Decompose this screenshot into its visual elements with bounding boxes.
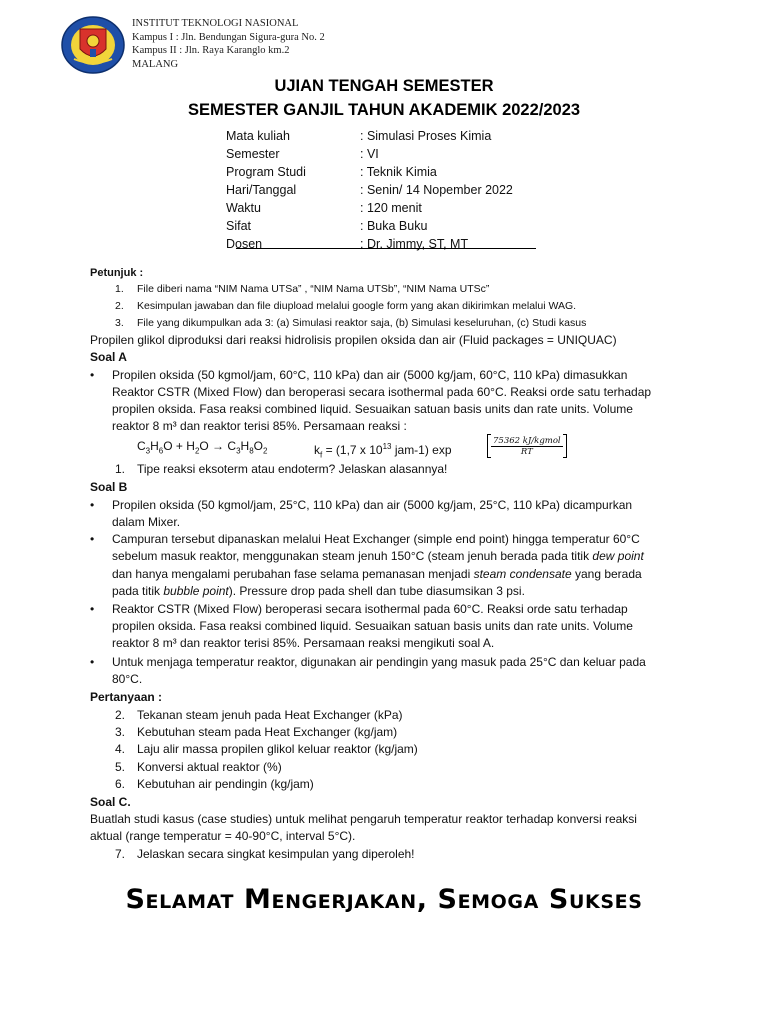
eq-part: H: [240, 439, 250, 453]
petunjuk-text: Kesimpulan jawaban dan file diupload melalui google form yang akan dikirimkan melalui WAG.: [137, 300, 577, 312]
fraction: [491, 436, 563, 457]
info-label: Semester: [226, 147, 280, 161]
soal-b-text: Campuran tersebut dipanaskan melalui Heat Exchanger (simple end point) hingga temperatur 60°C: [112, 532, 640, 546]
bullet-icon: •: [90, 368, 95, 382]
pertanyaan-label: Pertanyaan :: [90, 690, 163, 704]
info-label: Waktu: [226, 201, 261, 215]
question-number: 2.: [115, 708, 126, 722]
info-value: : Buka Buku: [360, 219, 428, 233]
text-italic: steam condensate: [473, 567, 572, 581]
eq-part: C: [137, 439, 146, 453]
city: MALANG: [132, 58, 179, 70]
eq-sub: 6: [158, 446, 164, 456]
soal-b-text: [112, 566, 642, 583]
petunjuk-number: 2.: [115, 300, 124, 312]
soal-a-label: Soal A: [90, 350, 127, 364]
info-value: : Senin/ 14 Nopember 2022: [360, 183, 513, 197]
soal-c-label: Soal C.: [90, 795, 131, 809]
exponent-fraction: [487, 434, 567, 458]
question-text: Kebutuhan air pendingin (kg/jam): [137, 777, 314, 791]
eq-sub: f: [320, 450, 323, 460]
exam-title: UJIAN TENGAH SEMESTER: [274, 77, 494, 95]
soal-b-text: Untuk menjaga temperatur reaktor, digunakan air pendingin yang masuk pada 25°C dan keluar pada: [112, 655, 646, 669]
soal-b-text: [112, 583, 525, 600]
question-number: 6.: [115, 777, 126, 791]
eq-sub: 3: [145, 446, 151, 456]
bullet-icon: •: [90, 655, 95, 669]
soal-c-text: aktual (range temperatur = 40-90°C, interval 5°C).: [90, 829, 356, 843]
text-part: pada titik: [112, 584, 164, 598]
text-part: dan hanya mengalami perubahan fase selama pemanasan menjadi: [112, 567, 474, 581]
bullet-icon: •: [90, 602, 95, 616]
bracket-right: [563, 434, 567, 458]
info-label: Program Studi: [226, 165, 306, 179]
eq-part: k: [314, 443, 320, 457]
text-part: sebelum masuk reaktor, menggunakan steam jenuh 150°C (steam jenuh berada pada titik: [112, 549, 593, 563]
itn-malang-logo-icon: [60, 15, 126, 75]
text-part: ). Pressure drop pada shell dan tube diasumsikan 3 psi.: [228, 584, 525, 598]
petunjuk-number: 1.: [115, 283, 124, 295]
question-text: Laju alir massa propilen glikol keluar reaktor (kg/jam): [137, 742, 418, 756]
info-label: Dosen: [226, 237, 263, 251]
info-value: : Teknik Kimia: [360, 165, 437, 179]
soal-a-text: propilen oksida. Fasa reaksi combined liquid. Sesuaikan satuan basis units dan rate units. Volume: [112, 402, 633, 416]
text-italic: dew point: [592, 549, 644, 563]
question-text: Kebutuhan steam pada Heat Exchanger (kg/jam): [137, 725, 398, 739]
soal-b-text: Propilen oksida (50 kgmol/jam, 25°C, 110 kPa) dan air (5000 kg/jam, 25°C, 110 kPa) dicampurkan: [112, 498, 633, 512]
soal-a-text: Propilen oksida (50 kgmol/jam, 60°C, 110 kPa) dan air (5000 kg/jam, 60°C, 110 kPa) dimasukkan: [112, 368, 628, 382]
rate-constant-equation: [314, 438, 452, 464]
campus-2-address: Kampus II : Jln. Raya Karanglo km.2: [132, 45, 290, 57]
info-value: : Dr. Jimmy, ST, MT: [360, 237, 469, 251]
soal-c-text: Buatlah studi kasus (case studies) untuk melihat pengaruh temperatur reaktor terhadap konversi reaksi: [90, 812, 637, 826]
info-label: Hari/Tanggal: [226, 183, 297, 197]
question-number: 3.: [115, 725, 126, 739]
eq-part: H: [150, 439, 159, 453]
question-number: 5.: [115, 760, 126, 774]
soal-a-text: Reaktor CSTR (Mixed Flow) dan beroperasi secara isothermal pada 60°C. Reaksi orde satu terhadap: [112, 385, 652, 399]
institution-name: INSTITUT TEKNOLOGI NASIONAL: [132, 18, 299, 29]
info-value: : VI: [360, 147, 379, 161]
question-text: Jelaskan secara singkat kesimpulan yang diperoleh!: [137, 847, 415, 861]
soal-b-text: dalam Mixer.: [112, 515, 181, 529]
bullet-icon: •: [90, 532, 95, 546]
info-label: Sifat: [226, 219, 252, 233]
fraction-denominator: RT: [520, 446, 533, 457]
question-text: Tipe reaksi eksoterm atau endoterm? Jelaskan alasannya!: [137, 462, 448, 476]
eq-part: jam-1) exp: [391, 443, 452, 457]
intro-text: Propilen glikol diproduksi dari reaksi hidrolisis propilen oksida dan air (Fluid packages = UNIQUAC): [90, 333, 617, 347]
soal-b-label: Soal B: [90, 480, 128, 494]
closing-message: Selamat Mengerjakan, Semoga Sukses: [125, 884, 643, 915]
soal-b-text: [112, 548, 644, 565]
question-text: Konversi aktual reaktor (%): [137, 760, 282, 774]
text-italic: bubble point: [163, 584, 229, 598]
eq-sub: 8: [249, 446, 254, 456]
semester-title: SEMESTER GANJIL TAHUN AKADEMIK 2022/2023: [187, 101, 581, 119]
bullet-icon: •: [90, 498, 95, 512]
petunjuk-number: 3.: [115, 317, 124, 329]
question-number: 7.: [115, 847, 126, 861]
eq-sub: 2: [194, 446, 200, 456]
eq-part: O + H: [163, 439, 195, 453]
question-text: Tekanan steam jenuh pada Heat Exchanger (kPa): [137, 708, 403, 722]
eq-sub: 3: [236, 446, 241, 456]
text-part: yang berada: [571, 567, 642, 581]
question-number: 1.: [115, 462, 126, 476]
institution-header: [132, 17, 325, 71]
question-number: 4.: [115, 742, 126, 756]
soal-b-text: 80°C.: [112, 672, 143, 686]
divider: [236, 248, 536, 249]
petunjuk-label: Petunjuk :: [90, 267, 144, 279]
exam-info-table: [226, 127, 546, 257]
petunjuk-text: File yang dikumpulkan ada 3: (a) Simulasi reaktor saja, (b) Simulasi keseluruhan, (c) Studi kasus: [137, 317, 587, 329]
eq-part: O: [253, 439, 263, 453]
soal-b-text: propilen oksida. Fasa reaksi combined liquid. Sesuaikan satuan basis units dan rate units. Volume: [112, 619, 633, 633]
info-value: : Simulasi Proses Kimia: [360, 129, 492, 143]
eq-part: = (1,7 x 10: [322, 443, 383, 457]
campus-1-address: Kampus I : Jln. Bendungan Sigura-gura No. 2: [132, 31, 325, 43]
eq-sup: 13: [382, 442, 392, 451]
info-value: : 120 menit: [360, 201, 422, 215]
eq-part: O → C: [199, 439, 237, 453]
info-label: Mata kuliah: [226, 129, 290, 143]
soal-b-text: reaktor 8 m³ dan reaktor terisi 85%. Persamaan reaksi mengikuti soal A.: [112, 636, 495, 650]
fraction-numerator: 75362 kJ/kgmol: [493, 435, 561, 446]
eq-sub: 2: [262, 446, 268, 456]
reaction-equation: [137, 438, 267, 460]
soal-b-text: Reaktor CSTR (Mixed Flow) beroperasi secara isothermal pada 60°C. Reaksi orde satu terhadap: [112, 602, 628, 616]
petunjuk-text: File diberi nama “NIM Nama UTSa” , “NIM Nama UTSb”, “NIM Nama UTSc”: [137, 283, 490, 295]
soal-a-text: reaktor 8 m³ dan reaktor terisi 85%. Persamaan reaksi :: [112, 419, 407, 433]
